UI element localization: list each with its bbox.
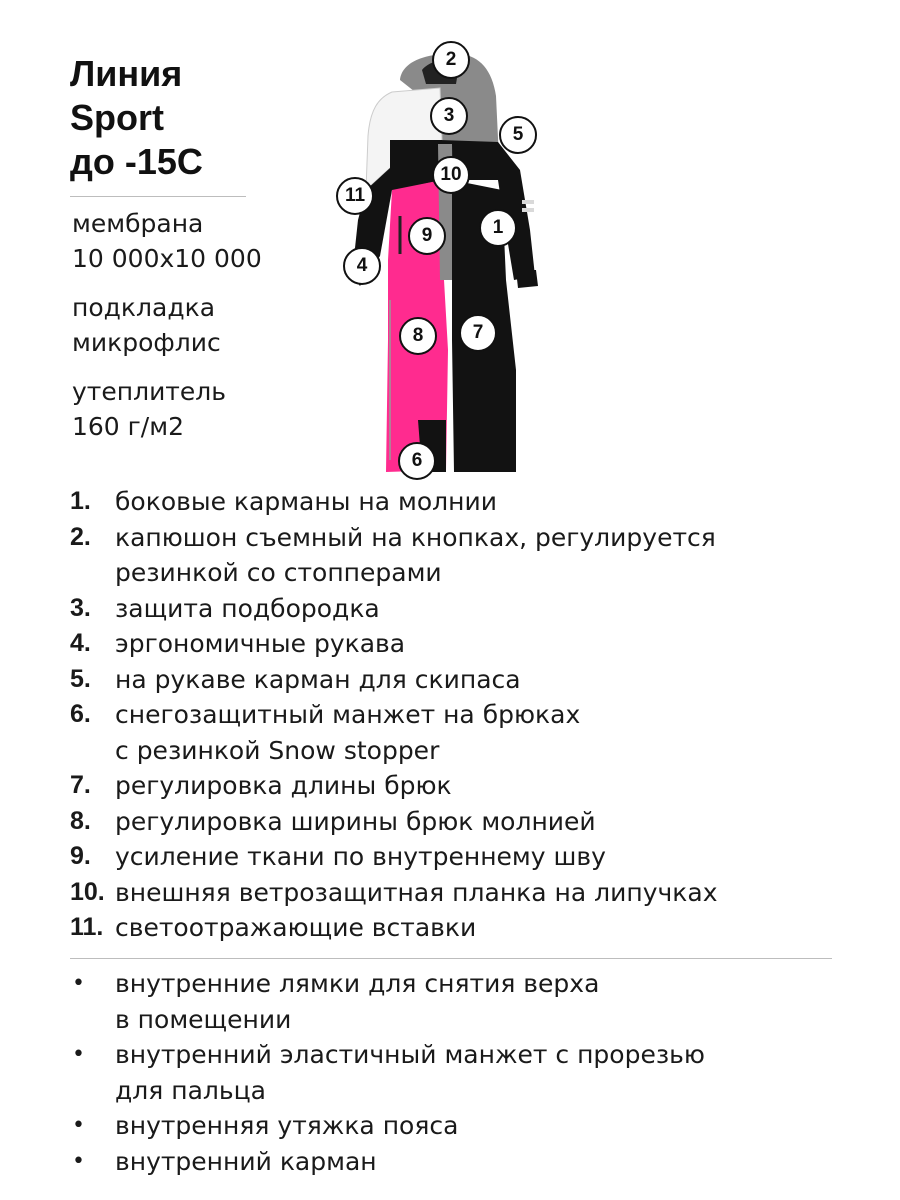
- feature-text-continued: резинкой со стопперами: [115, 558, 442, 587]
- spec-membrane: [72, 206, 262, 276]
- feature-text: внешняя ветрозащитная планка на липучках: [115, 877, 718, 907]
- spec-value: 10 000х10 000: [72, 244, 262, 273]
- spec-label: мембрана: [72, 209, 204, 238]
- extra-feature-text: внутренняя утяжка пояса: [115, 1111, 459, 1140]
- callout-marker-1: 1: [479, 209, 517, 247]
- extra-feature-item: [70, 1144, 875, 1180]
- feature-number: 4.: [70, 629, 91, 657]
- feature-number: 8.: [70, 806, 91, 835]
- feature-text: усиление ткани по внутреннему шву: [115, 842, 606, 871]
- feature-text: боковые карманы на молнии: [115, 487, 497, 516]
- feature-text: защита подбородка: [115, 593, 380, 623]
- feature-item: [70, 662, 875, 698]
- spec-label: утеплитель: [72, 377, 226, 406]
- feature-item: [70, 484, 875, 520]
- extra-feature-item: [70, 1037, 875, 1108]
- callout-marker-9: 9: [408, 217, 446, 255]
- callout-marker-8: 8: [399, 317, 437, 355]
- feature-text: снегозащитный манжет на брюках: [115, 700, 581, 729]
- title-line-2: Sport: [70, 97, 164, 138]
- feature-item: [70, 591, 875, 627]
- extra-feature-text-continued: в помещении: [115, 1004, 292, 1034]
- feature-text: эргономичные рукава: [115, 629, 406, 658]
- feature-item: [70, 804, 875, 840]
- feature-text-continued: с резинкой Snow stopper: [115, 735, 440, 765]
- feature-item: [70, 697, 875, 768]
- spec-value: 160 г/м2: [72, 412, 184, 441]
- callout-marker-5: 5: [499, 116, 537, 154]
- extra-feature-text: внутренний карман: [115, 1146, 377, 1176]
- callout-marker-3: 3: [430, 97, 468, 135]
- feature-item: [70, 626, 875, 662]
- extra-feature-text: внутренний эластичный манжет с прорезью: [115, 1040, 705, 1069]
- callout-marker-10: 10: [432, 156, 470, 194]
- title-line-3: до -15С: [70, 141, 203, 182]
- callout-marker-11: 11: [336, 177, 374, 215]
- callout-marker-6: 6: [398, 442, 436, 480]
- callout-marker-7: 7: [459, 314, 497, 352]
- callout-marker-2: 2: [432, 41, 470, 79]
- bullet-icon: •: [72, 1042, 85, 1067]
- feature-number: 5.: [70, 664, 91, 693]
- feature-item: [70, 839, 875, 875]
- bullet-icon: •: [72, 1113, 85, 1138]
- feature-number: 7.: [70, 771, 91, 799]
- section-divider: [70, 958, 832, 959]
- spec-lining: [72, 290, 221, 360]
- feature-text: светоотражающие вставки: [115, 913, 477, 942]
- extra-feature-item: [70, 1108, 875, 1144]
- extra-feature-item: [70, 966, 875, 1037]
- feature-item: [70, 520, 875, 591]
- callout-marker-4: 4: [343, 247, 381, 285]
- feature-item: [70, 910, 875, 946]
- feature-list: [70, 484, 875, 946]
- feature-item: [70, 875, 875, 911]
- feature-number: 9.: [70, 842, 91, 870]
- extra-feature-text-continued: для пальца: [115, 1075, 266, 1105]
- product-line-title: [70, 52, 250, 184]
- title-divider: [70, 196, 246, 197]
- spec-value: микрофлис: [72, 328, 221, 357]
- extra-features-list: [70, 966, 875, 1179]
- feature-number: 2.: [70, 522, 91, 551]
- bullet-icon: •: [72, 1148, 85, 1174]
- title-line-1: Линия: [70, 53, 183, 94]
- bullet-icon: •: [72, 971, 85, 996]
- feature-item: [70, 768, 875, 804]
- feature-number: 1.: [70, 487, 91, 515]
- feature-number: 10.: [70, 877, 105, 906]
- feature-number: 6.: [70, 700, 91, 728]
- spec-label: подкладка: [72, 293, 216, 322]
- feature-text: капюшон съемный на кнопках, регулируется: [115, 522, 716, 552]
- extra-feature-text: внутренние лямки для снятия верха: [115, 969, 600, 998]
- spec-insulation: [72, 374, 226, 444]
- feature-text: регулировка длины брюк: [115, 771, 452, 800]
- feature-number: 11.: [70, 913, 104, 941]
- feature-text: регулировка ширины брюк молнией: [115, 806, 596, 836]
- feature-number: 3.: [70, 593, 91, 622]
- feature-text: на рукаве карман для скипаса: [115, 664, 521, 694]
